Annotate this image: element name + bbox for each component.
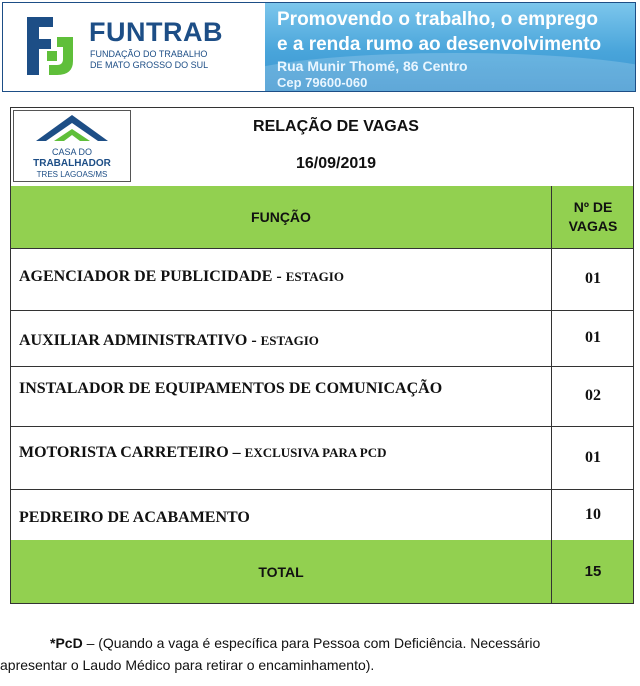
casa-do-trabalhador-logo — [13, 110, 131, 182]
job-title: INSTALADOR DE EQUIPAMENTOS DE COMUNICAÇÃO — [19, 380, 443, 397]
house-icon — [14, 111, 130, 181]
logo-line2: TRABALHADOR — [33, 158, 111, 169]
funtrab-logo-icon — [21, 11, 81, 81]
table-row — [11, 248, 633, 311]
brand-name: FUNTRAB — [89, 17, 223, 47]
job-title: AUXILIAR ADMINISTRATIVO — [19, 332, 248, 349]
funtrab-banner — [2, 2, 636, 92]
brand-subtitle-line2: DE MATO GROSSO DO SUL — [90, 60, 209, 70]
job-function — [19, 268, 344, 286]
job-function — [19, 332, 319, 350]
table-row — [11, 426, 633, 490]
column-header-count: Nº DE VAGAS — [551, 186, 634, 248]
job-qualifier: ESTAGIO — [285, 269, 344, 284]
pcd-footnote — [0, 632, 640, 676]
column-header-function: FUNÇÃO — [251, 209, 311, 225]
job-separator: – — [228, 444, 245, 461]
page-title: RELAÇÃO DE VAGAS — [253, 118, 419, 135]
footnote-line2: apresentar o Laudo Médico para retirar o encaminhamento). — [0, 657, 375, 673]
job-separator: - — [247, 332, 261, 349]
vacancy-count: 01 — [551, 426, 634, 489]
vacancy-table — [10, 107, 634, 604]
table-row — [11, 310, 633, 367]
vacancy-count: 10 — [551, 489, 634, 540]
address: Rua Munir Thomé, 86 Centro — [277, 58, 468, 74]
cep: Cep 79600-060 — [277, 75, 368, 90]
list-date: 16/09/2019 — [295, 155, 377, 172]
footnote-term: *PcD — [50, 635, 83, 651]
brand-subtitle-line1: FUNDAÇÃO DO TRABALHO — [90, 49, 208, 59]
total-row — [11, 540, 633, 603]
total-value: 15 — [551, 540, 634, 603]
job-function — [19, 444, 387, 462]
slogan-panel — [265, 3, 636, 92]
job-title: PEDREIRO DE ACABAMENTO — [19, 509, 250, 526]
column-header-row — [11, 186, 633, 249]
vacancy-count: 01 — [551, 310, 634, 366]
brand-subtitle — [90, 49, 208, 71]
total-label: TOTAL — [258, 563, 304, 580]
footnote-line1 — [0, 632, 640, 654]
footnote-text: – (Quando a vaga é específica para Pessoa com Deficiência. Necessário — [82, 635, 541, 651]
job-function — [19, 380, 442, 398]
job-separator: - — [272, 268, 286, 285]
slogan-line1: Promovendo o trabalho, o emprego — [277, 9, 598, 30]
table-row — [11, 489, 633, 541]
job-function — [19, 509, 250, 527]
job-title: MOTORISTA CARRETEIRO — [19, 444, 229, 461]
vacancy-count: 01 — [551, 248, 634, 310]
table-title-row — [11, 108, 633, 187]
job-qualifier: EXCLUSIVA PARA PCD — [244, 445, 387, 460]
job-title: AGENCIADOR DE PUBLICIDADE — [19, 268, 273, 285]
table-row — [11, 366, 633, 427]
vacancy-count: 02 — [551, 366, 634, 426]
logo-line3: TRES LAGOAS/MS — [36, 170, 108, 179]
slogan-line2: e a renda rumo ao desenvolvimento — [277, 34, 602, 55]
job-qualifier: ESTAGIO — [260, 333, 319, 348]
logo-line1: CASA DO — [51, 147, 93, 157]
